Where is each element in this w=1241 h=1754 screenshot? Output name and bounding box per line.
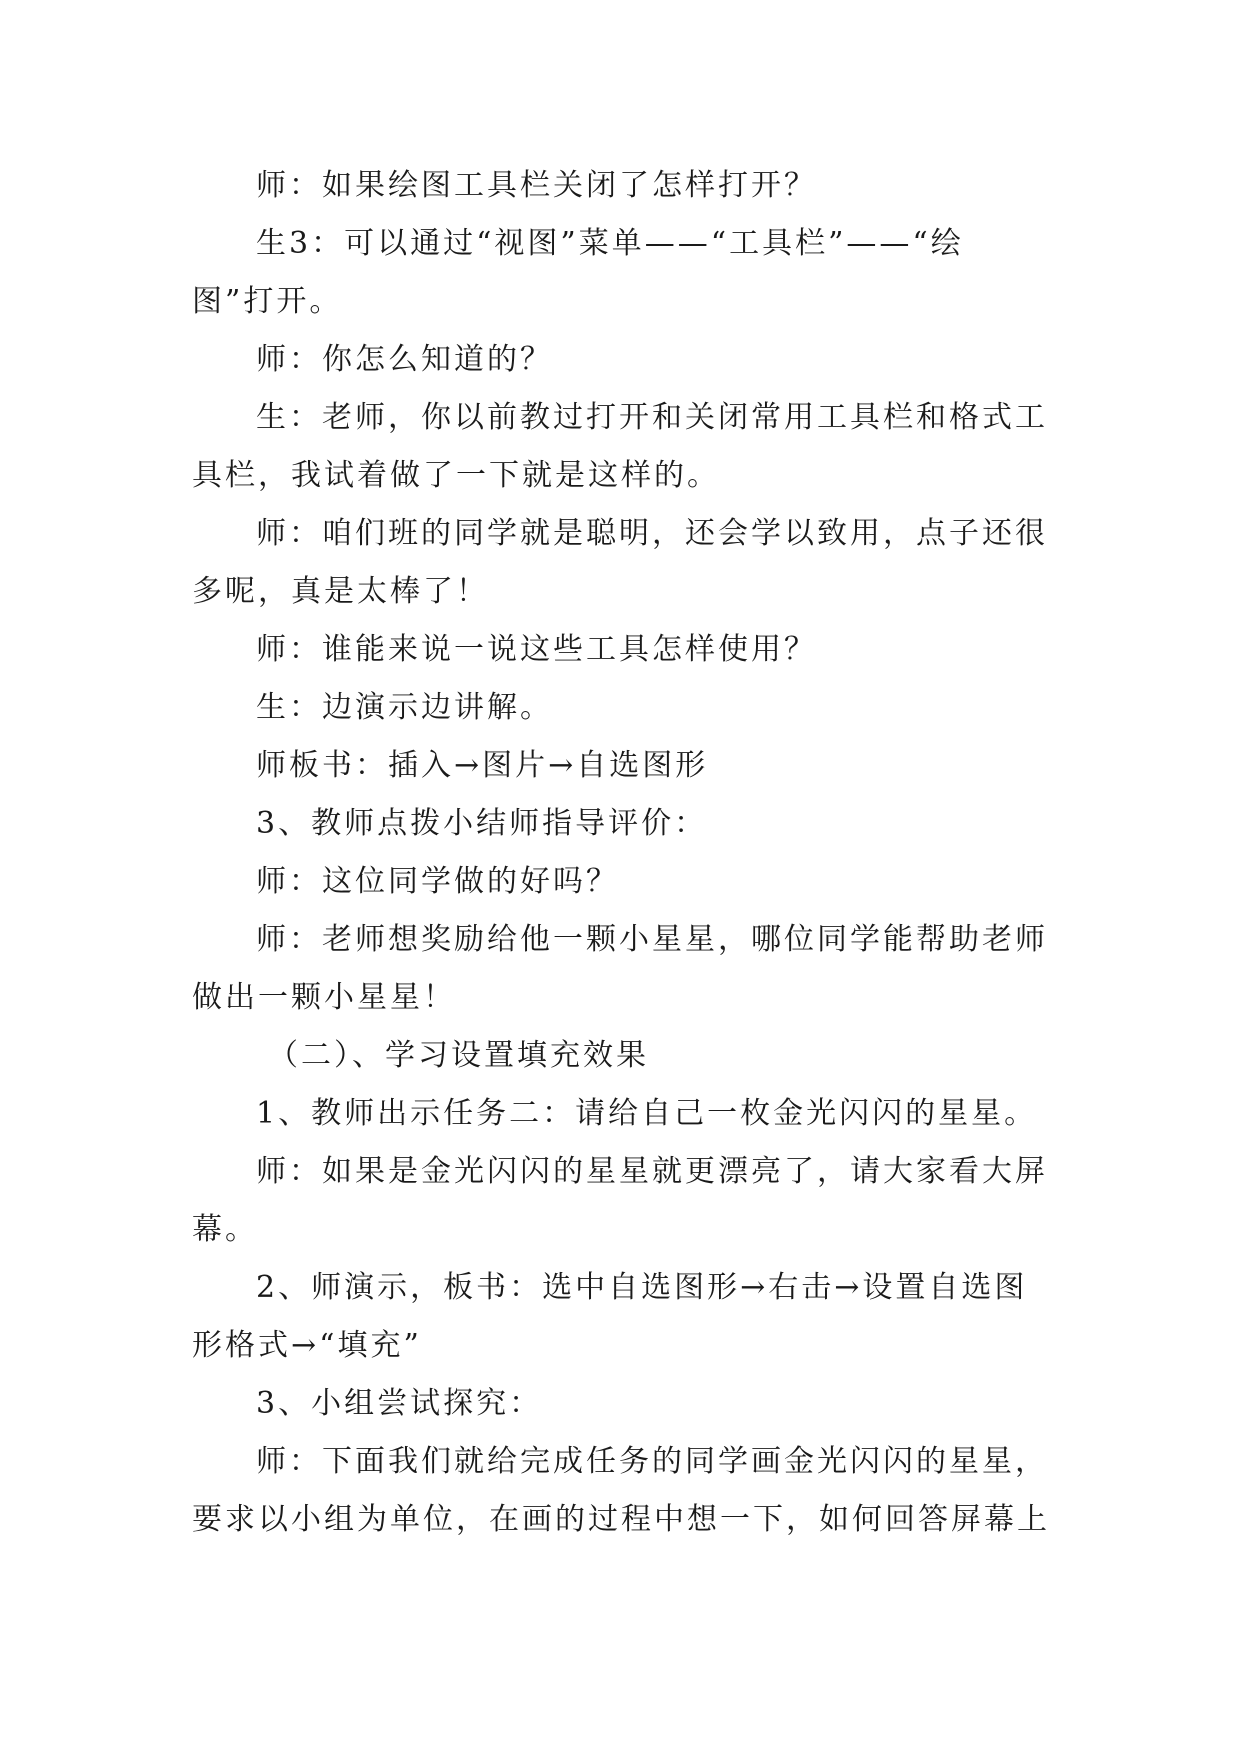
paragraph-line: 师：老师想奖励给他一颗小星星，哪位同学能帮助老师 xyxy=(256,922,1048,957)
paragraph-line: 生：老师，你以前教过打开和关闭常用工具栏和格式工 xyxy=(256,400,1048,435)
paragraph-line: 2、师演示，板书：选中自选图形→右击→设置自选图 xyxy=(256,1270,1028,1305)
paragraph-line: 师板书：插入→图片→自选图形 xyxy=(256,748,709,783)
paragraph-line: 具栏，我试着做了一下就是这样的。 xyxy=(192,458,720,493)
paragraph-line: 师：咱们班的同学就是聪明，还会学以致用，点子还很 xyxy=(256,516,1048,551)
paragraph-line: 1、教师出示任务二：请给自己一枚金光闪闪的星星。 xyxy=(256,1096,1038,1131)
paragraph-line: 多呢，真是太棒了！ xyxy=(192,574,489,609)
paragraph-line: 3、小组尝试探究： xyxy=(256,1386,543,1421)
paragraph-line: 3、教师点拨小结师指导评价： xyxy=(256,806,708,841)
paragraph-line: 师：这位同学做的好吗？ xyxy=(256,864,619,899)
paragraph-line: 要求以小组为单位，在画的过程中想一下，如何回答屏幕上 xyxy=(192,1502,1050,1537)
paragraph-line: 师：下面我们就给完成任务的同学画金光闪闪的星星， xyxy=(256,1444,1048,1479)
paragraph-line: 师：谁能来说一说这些工具怎样使用？ xyxy=(256,632,817,667)
paragraph-line: 做出一颗小星星！ xyxy=(192,980,456,1015)
paragraph-line: 生：边演示边讲解。 xyxy=(256,690,553,725)
paragraph-line: 师：你怎么知道的？ xyxy=(256,342,553,377)
paragraph-line: 师：如果绘图工具栏关闭了怎样打开？ xyxy=(256,168,817,203)
paragraph-line: 形格式→“填充” xyxy=(192,1328,422,1363)
paragraph-line: 生3：可以通过“视图”菜单——“工具栏”——“绘 xyxy=(256,226,964,261)
paragraph-line: 图”打开。 xyxy=(192,284,343,319)
paragraph-line: 幕。 xyxy=(192,1212,258,1247)
paragraph-line: 师：如果是金光闪闪的星星就更漂亮了，请大家看大屏 xyxy=(256,1154,1048,1189)
section-heading: （二）、学习设置填充效果 xyxy=(268,1038,649,1073)
